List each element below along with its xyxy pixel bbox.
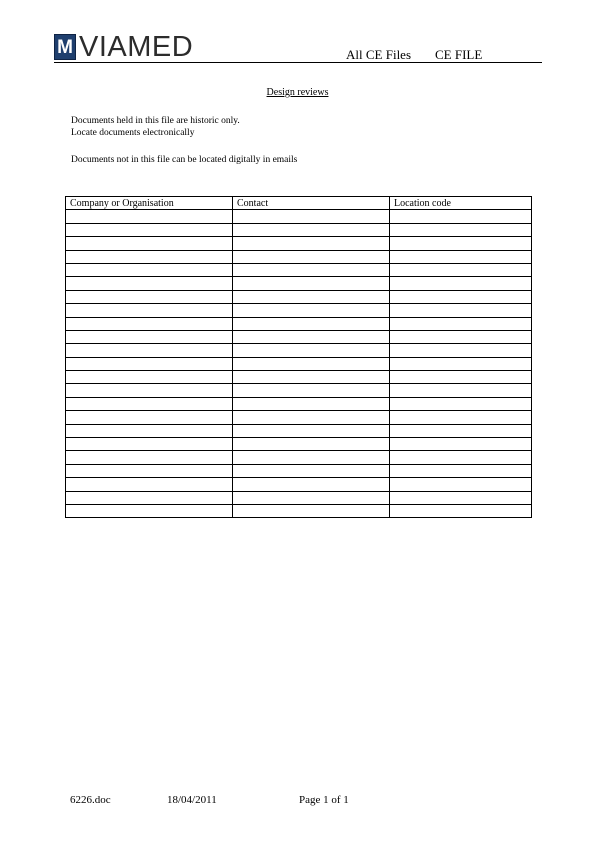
company-cell: [66, 263, 233, 276]
location-cell: [390, 451, 532, 464]
table-row: [66, 451, 532, 464]
table-row: [66, 344, 532, 357]
contact-cell: [233, 223, 390, 236]
company-cell: [66, 317, 233, 330]
table-row: [66, 250, 532, 263]
location-cell: [390, 357, 532, 370]
company-cell: [66, 371, 233, 384]
table-row: [66, 277, 532, 290]
note-historic: Documents held in this file are historic only.: [71, 116, 240, 126]
contact-cell: [233, 371, 390, 384]
footer-filename: 6226.doc: [70, 794, 111, 806]
company-cell: [66, 210, 233, 223]
contact-cell: [233, 464, 390, 477]
header-section: All CE Files: [346, 47, 412, 62]
location-cell: [390, 330, 532, 343]
location-cell: [390, 397, 532, 410]
viamed-logo: [54, 30, 194, 63]
location-cell: [390, 263, 532, 276]
table-row: [66, 263, 532, 276]
table-row: [66, 330, 532, 343]
location-cell: [390, 384, 532, 397]
location-cell: [390, 237, 532, 250]
table-row: [66, 371, 532, 384]
note-digital: Documents not in this file can be located digitally in emails: [71, 155, 298, 165]
location-cell: [390, 210, 532, 223]
location-cell: [390, 464, 532, 477]
contact-cell: [233, 504, 390, 517]
footer-date: 18/04/2011: [167, 794, 217, 806]
company-cell: [66, 290, 233, 303]
location-cell: [390, 304, 532, 317]
company-cell: [66, 304, 233, 317]
location-cell: [390, 504, 532, 517]
contact-cell: [233, 290, 390, 303]
location-cell: [390, 411, 532, 424]
contact-cell: [233, 237, 390, 250]
column-header-company: Company or Organisation: [66, 197, 233, 210]
company-cell: [66, 277, 233, 290]
contact-cell: [233, 424, 390, 437]
company-cell: [66, 384, 233, 397]
contact-cell: [233, 491, 390, 504]
contact-cell: [233, 317, 390, 330]
company-cell: [66, 330, 233, 343]
company-cell: [66, 424, 233, 437]
company-cell: [66, 223, 233, 236]
table-row: [66, 438, 532, 451]
contact-cell: [233, 357, 390, 370]
company-cell: [66, 491, 233, 504]
table-row: [66, 304, 532, 317]
contact-cell: [233, 250, 390, 263]
company-cell: [66, 357, 233, 370]
header-labels: [346, 47, 482, 63]
contact-cell: [233, 304, 390, 317]
document-notes: [71, 115, 297, 166]
header-file-label: CE FILE: [435, 47, 483, 62]
table-row: [66, 210, 532, 223]
location-cell: [390, 344, 532, 357]
table-row: [66, 464, 532, 477]
table-row: [66, 424, 532, 437]
contact-cell: [233, 438, 390, 451]
location-cell: [390, 424, 532, 437]
table-row: [66, 290, 532, 303]
contact-cell: [233, 263, 390, 276]
note-electronic: Locate documents electronically: [71, 128, 195, 138]
location-cell: [390, 478, 532, 491]
table-header-row: [66, 197, 532, 210]
table-row: [66, 357, 532, 370]
company-cell: [66, 397, 233, 410]
contact-cell: [233, 384, 390, 397]
table-row: [66, 478, 532, 491]
contact-cell: [233, 451, 390, 464]
company-cell: [66, 237, 233, 250]
table-row: [66, 223, 532, 236]
table-row: [66, 491, 532, 504]
company-cell: [66, 451, 233, 464]
location-cell: [390, 491, 532, 504]
table-row: [66, 504, 532, 517]
table-row: [66, 237, 532, 250]
contact-cell: [233, 330, 390, 343]
location-cell: [390, 290, 532, 303]
location-cell: [390, 277, 532, 290]
company-cell: [66, 478, 233, 491]
table-row: [66, 384, 532, 397]
document-title: Design reviews: [266, 87, 329, 98]
contact-cell: [233, 411, 390, 424]
location-cell: [390, 371, 532, 384]
location-cell: [390, 223, 532, 236]
register-table: [65, 196, 532, 518]
location-cell: [390, 250, 532, 263]
header-divider: [54, 62, 542, 63]
contact-cell: [233, 210, 390, 223]
logo-mark-icon: [54, 34, 76, 60]
company-cell: [66, 464, 233, 477]
contact-cell: [233, 478, 390, 491]
column-header-location: Location code: [390, 197, 532, 210]
company-cell: [66, 344, 233, 357]
logo-wordmark: VIAMED: [79, 30, 194, 63]
contact-cell: [233, 344, 390, 357]
location-cell: [390, 438, 532, 451]
company-cell: [66, 504, 233, 517]
company-cell: [66, 250, 233, 263]
footer-page: Page 1 of 1: [299, 794, 349, 806]
company-cell: [66, 438, 233, 451]
location-cell: [390, 317, 532, 330]
table-row: [66, 397, 532, 410]
table-row: [66, 317, 532, 330]
contact-cell: [233, 397, 390, 410]
table-body: [66, 210, 532, 518]
table-row: [66, 411, 532, 424]
contact-cell: [233, 277, 390, 290]
logo-mark-letter: M: [57, 36, 73, 58]
column-header-contact: Contact: [233, 197, 390, 210]
company-cell: [66, 411, 233, 424]
